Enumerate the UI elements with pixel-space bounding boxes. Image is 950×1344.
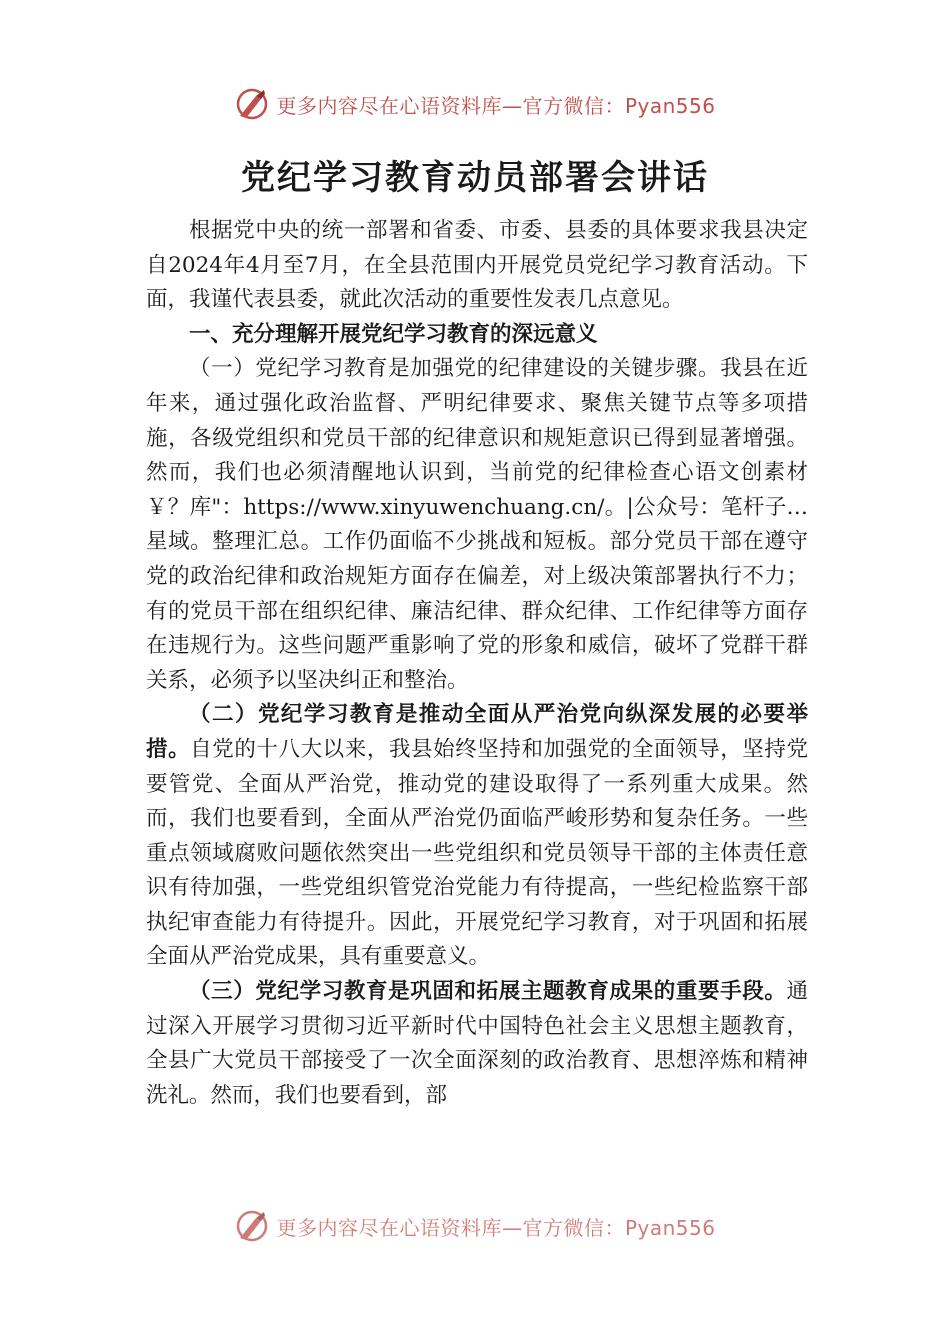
item-paragraph xyxy=(146,975,808,1113)
item-lead: （三）党纪学习教育是巩固和拓展主题教育成果的重要手段。 xyxy=(189,979,787,1005)
item-paragraph xyxy=(146,352,808,698)
item-body: 自党的十八大以来，我县始终坚持和加强党的全面领导，坚持党要管党、全面从严治党，推动党的建设取得了一系列重大成果。然而，我们也要看到，全面从严治党仍面临严峻形势和复杂任务。一些重点领域腐败问题依然突出一些党组织和党员领导干部的主体责任意识有待加强，一些党组织管党治党能力有待提高，一些纪检监察干部执纪审查能力有待提升。因此，开展党纪学习教育，对于巩固和拓展全面从严治党成果，具有重要意义。 xyxy=(146,736,808,970)
footer-watermark xyxy=(0,1208,950,1244)
document-title: 党纪学习教育动员部署会讲话 xyxy=(241,158,709,198)
item-lead: （一）党纪学习教育是加强党的纪律建设的关键步骤。 xyxy=(189,356,721,382)
website-link[interactable]: https://www.xinyuwenchuang.cn/ xyxy=(243,494,605,520)
item-paragraph xyxy=(146,698,808,975)
watermark-text: 更多内容尽在心语资料库—官方微信：Pyan556 xyxy=(276,93,716,118)
pen-logo-icon xyxy=(234,1208,270,1244)
watermark-text: 更多内容尽在心语资料库—官方微信：Pyan556 xyxy=(276,1215,716,1240)
pen-logo-icon xyxy=(234,86,270,122)
document-body xyxy=(146,214,808,1113)
item-body: 我县在近年来，通过强化政治监督、严明纪律要求、聚焦关键节点等多项措施，各级党组织和党员干部的纪律意识和规矩意识已得到显著增强。然而，我们也必须清醒地认识到，当前党的纪律检查心语文创素材￥？库"： xyxy=(146,356,808,520)
header-watermark xyxy=(0,86,950,122)
item-body: 。|公众号：笔杆子…星域。整理汇总。工作仍面临不少挑战和短板。部分党员干部在遵守党的政治纪律和政治规矩方面存在偏差，对上级决策部署执行不力；有的党员干部在组织纪律、廉洁纪律、群众纪律、工作纪律等方面存在违规行为。这些问题严重影响了党的形象和威信，破坏了党群干群关系，必须予以坚决纠正和整治。 xyxy=(146,494,808,693)
intro-paragraph: 根据党中央的统一部署和省委、市委、县委的具体要求我县决定自2024年4月至7月，在全县范围内开展党员党纪学习教育活动。下面，我谨代表县委，就此次活动的重要性发表几点意见。 xyxy=(146,218,808,313)
section-heading: 一、充分理解开展党纪学习教育的深远意义 xyxy=(189,321,598,347)
item-body: 通过深入开展学习贯彻习近平新时代中国特色社会主义思想主题教育，全县广大党员干部接受了一次全面深刻的政治教育、思想淬炼和精神洗礼。然而，我们也要看到，部 xyxy=(146,979,808,1108)
item-lead: （二）党纪学习教育是推动全面从严治党向纵深发展的必要举措。 xyxy=(146,702,808,762)
